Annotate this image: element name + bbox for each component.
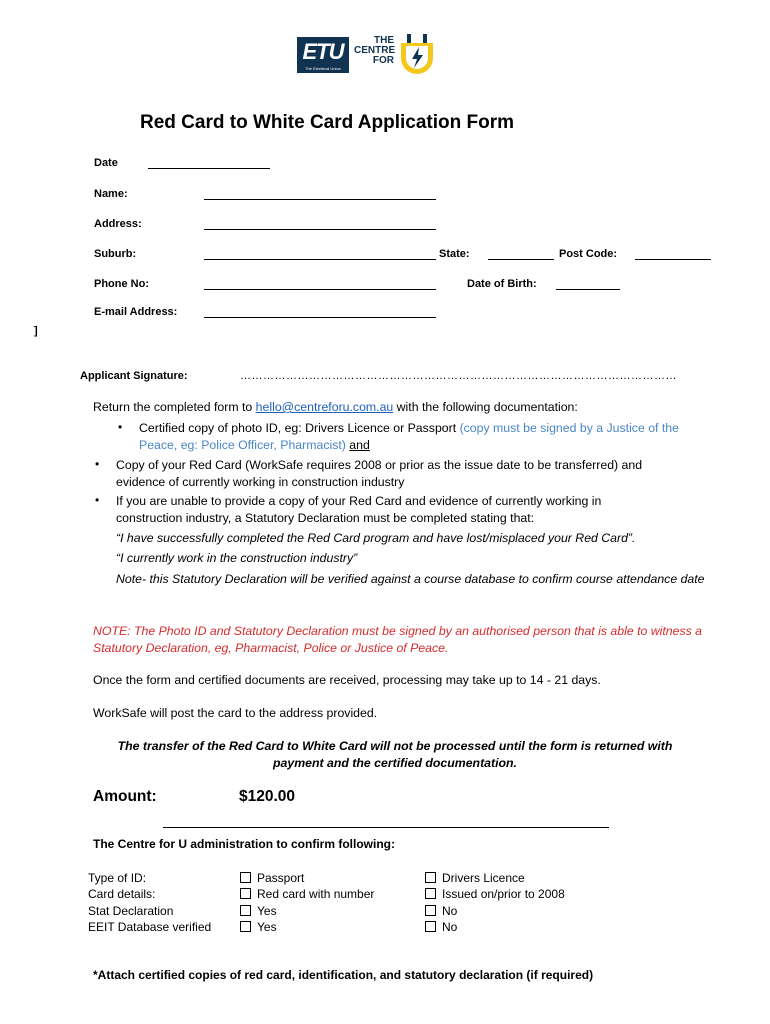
checkbox-option[interactable] xyxy=(425,903,565,919)
bullet: • xyxy=(118,420,123,434)
amount-label: Amount: xyxy=(93,788,157,805)
return-instruction xyxy=(93,399,713,416)
admin-heading: The Centre for U administration to confirm following: xyxy=(93,837,395,851)
post-code-label: Post Code: xyxy=(559,248,618,260)
photo-id-note: (copy must be signed by a Justice of the Peace, eg: Police Officer, Pharmacist) xyxy=(139,421,679,452)
admin-labels xyxy=(88,870,211,935)
option-label: No xyxy=(442,919,458,934)
admin-options-col2 xyxy=(425,870,565,935)
stray-mark: ] xyxy=(34,325,38,337)
page-title: Red Card to White Card Application Form xyxy=(140,112,515,133)
photo-id-text: Certified copy of photo ID, eg: Drivers Licence or Passport xyxy=(139,421,460,435)
email-label: E-mail Address: xyxy=(94,306,178,318)
post-code-field[interactable] xyxy=(635,259,711,260)
option-label: Red card with number xyxy=(257,887,375,902)
centre-for-u-logo-text xyxy=(354,36,394,76)
suburb-field[interactable] xyxy=(204,259,436,260)
authorised-person-note xyxy=(93,623,723,656)
centre-logo-line: FOR xyxy=(372,55,394,66)
name-label: Name: xyxy=(94,188,128,200)
etu-logo-text: ETU xyxy=(302,39,344,64)
phone-field[interactable] xyxy=(204,289,436,290)
option-label: Yes xyxy=(257,919,277,934)
checkbox[interactable] xyxy=(425,872,436,883)
checkbox[interactable] xyxy=(425,888,436,899)
option-label: No xyxy=(442,903,458,918)
option-label: Yes xyxy=(257,903,277,918)
option-label: Issued on/prior to 2008 xyxy=(442,887,565,902)
checkbox-option[interactable] xyxy=(425,870,565,886)
name-field[interactable] xyxy=(204,199,436,200)
checkbox[interactable] xyxy=(240,888,251,899)
bullet-red-card: Copy of your Red Card (WorkSafe requires 2008 or prior as the issue date to be transferred) and evidence of currently working in construction industry xyxy=(116,458,643,489)
address-field[interactable] xyxy=(204,229,436,230)
bullet: • xyxy=(95,457,100,471)
signature-label: Applicant Signature: xyxy=(80,370,188,382)
admin-row-label: Stat Declaration xyxy=(88,903,174,918)
dob-label: Date of Birth: xyxy=(467,278,537,290)
admin-row-label: Card details: xyxy=(88,887,156,902)
phone-label: Phone No: xyxy=(94,278,149,290)
transfer-note: The transfer of the Red Card to White Card will not be processed until the form is returned with payment and the certified documentation. xyxy=(117,739,673,770)
address-label: Address: xyxy=(94,218,142,230)
centre-logo-line: THE xyxy=(374,35,394,46)
bullet-stat-dec: If you are unable to provide a copy of your Red Card and evidence of currently working in construction industry, a Statutory Declaration must be completed stating that: xyxy=(116,494,602,525)
stat-dec-note: Note- this Statutory Declaration will be verified against a course database to confirm course attendance date xyxy=(116,572,705,586)
email-link[interactable]: hello@centreforu.com.au xyxy=(255,400,394,414)
dob-field[interactable] xyxy=(556,289,620,290)
checkbox-option[interactable] xyxy=(240,919,374,935)
divider xyxy=(163,827,609,828)
authorised-person-note-text: NOTE: The Photo ID and Statutory Declaration must be signed by an authorised person that is able to witness a Statutory Declaration, eg, Pharmacist, Police or Justice of Peace. xyxy=(93,624,703,655)
option-label: Passport xyxy=(257,871,305,885)
etu-logo-tagline: The Electrical Union xyxy=(305,66,341,71)
date-field[interactable] xyxy=(148,168,270,169)
centre-logo-line: CENTRE xyxy=(354,45,396,56)
amount-value: $120.00 xyxy=(239,788,296,805)
checkbox-option[interactable] xyxy=(240,886,374,902)
quote-completed: “I have successfully completed the Red Card program and have lost/misplaced your Red Card”. xyxy=(116,531,636,545)
admin-row-label: EEIT Database verified xyxy=(88,919,212,934)
checkbox-option[interactable] xyxy=(425,919,565,935)
checkbox[interactable] xyxy=(425,921,436,932)
processing-time: Once the form and certified documents are received, processing may take up to 14 - 21 days. xyxy=(93,673,601,687)
checkbox-option[interactable] xyxy=(425,886,565,902)
option-label: Drivers Licence xyxy=(442,871,525,885)
bullet-photo-id xyxy=(139,420,699,453)
suburb-label: Suburb: xyxy=(94,248,137,260)
return-prefix: Return the completed form to xyxy=(93,400,256,414)
etu-logo xyxy=(297,37,349,73)
admin-row-label: Type of ID: xyxy=(88,871,147,885)
signature-field[interactable]: …………………………………………………………………………………………………… xyxy=(240,370,677,382)
footer-note: *Attach certified copies of red card, identification, and statutory declaration (if required) xyxy=(93,968,594,982)
return-suffix: with the following documentation: xyxy=(393,400,578,414)
checkbox[interactable] xyxy=(240,872,251,883)
bullet: • xyxy=(95,493,100,507)
checkbox[interactable] xyxy=(240,921,251,932)
email-field[interactable] xyxy=(204,317,436,318)
state-field[interactable] xyxy=(488,259,554,260)
state-label: State: xyxy=(439,248,470,260)
photo-id-and: and xyxy=(349,437,370,452)
worksafe-post: WorkSafe will post the card to the address provided. xyxy=(93,706,378,720)
admin-options-col1 xyxy=(240,870,374,935)
checkbox-option[interactable] xyxy=(240,870,374,886)
checkbox[interactable] xyxy=(425,905,436,916)
plug-icon xyxy=(396,32,438,78)
checkbox-option[interactable] xyxy=(240,903,374,919)
date-label: Date xyxy=(94,157,118,169)
quote-working: “I currently work in the construction industry” xyxy=(116,551,358,565)
checkbox[interactable] xyxy=(240,905,251,916)
